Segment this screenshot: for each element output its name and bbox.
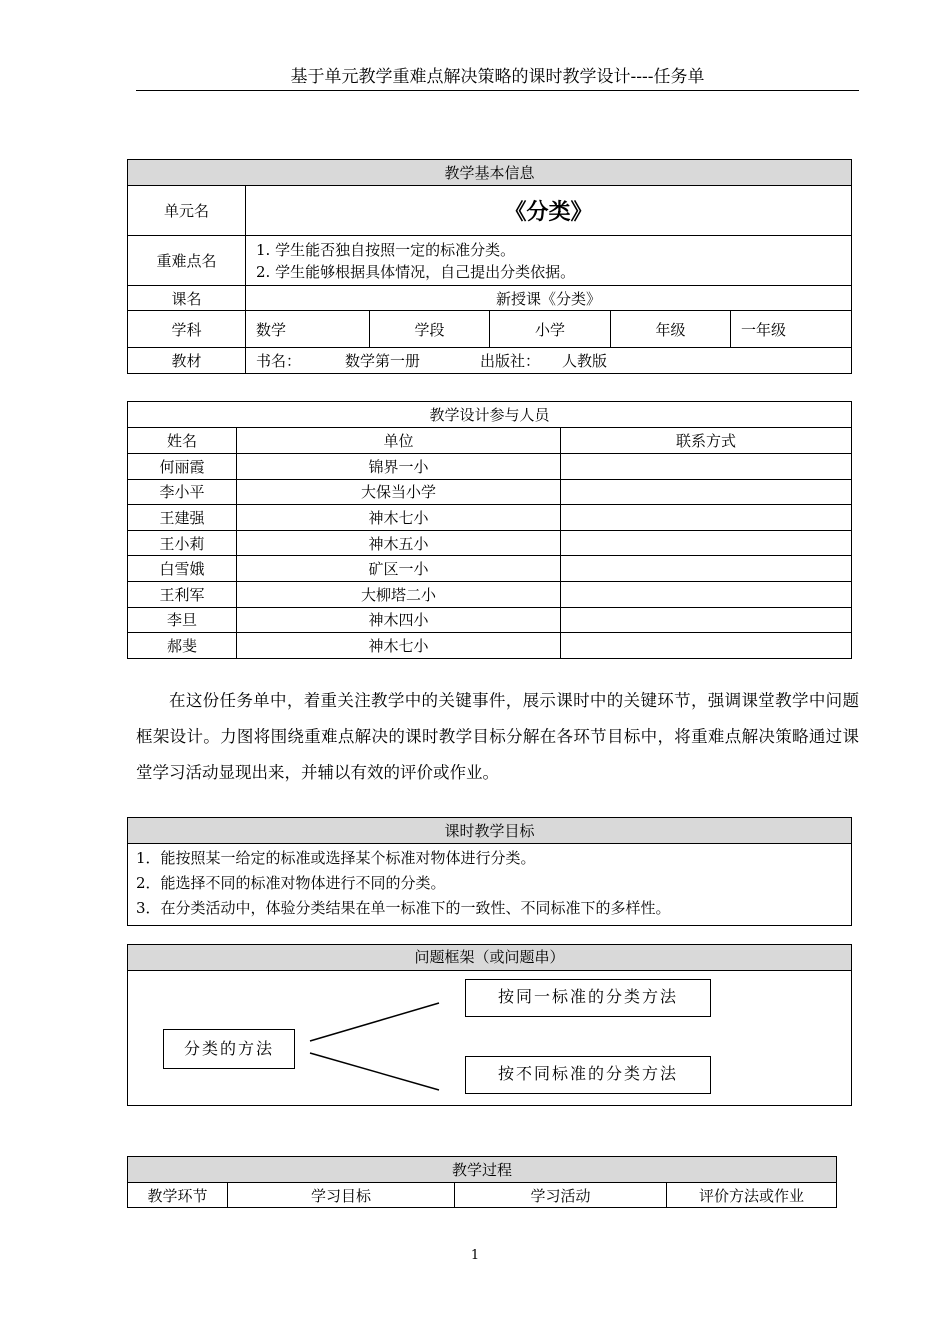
column-header: 学习活动 [455,1183,667,1208]
column-header: 联系方式 [561,428,852,454]
lesson-label: 课名 [128,286,246,311]
table-row [128,479,852,505]
column-header: 评价方法或作业 [667,1183,837,1208]
grade-value: 一年级 [731,311,852,348]
participant-name: 郝斐 [128,633,237,659]
subject-label: 学科 [128,311,246,348]
objective-item: 2．能选择不同的标准对物体进行不同的分类。 [136,874,446,892]
keypoint-item: 1. 学生能否独自按照一定的标准分类。 [256,240,516,259]
objectives-title: 课时教学目标 [128,818,852,844]
participant-unit: 神木七小 [237,633,561,659]
keypoints-label: 重难点名 [128,236,246,286]
connector-line-top [310,1003,439,1041]
participant-contact [561,633,852,659]
unit-value: 《分类》 [246,186,852,236]
branch-node-bottom: 按不同标准的分类方法 [465,1056,711,1094]
participant-unit: 神木五小 [237,530,561,556]
keypoints-cell [246,236,852,286]
participant-contact [561,581,852,607]
participant-name: 李旦 [128,607,237,633]
table-row [128,633,852,659]
participant-unit: 大柳塔二小 [237,581,561,607]
table-row [128,581,852,607]
participant-name: 何丽霞 [128,454,237,480]
participants-title: 教学设计参与人员 [128,402,852,428]
publisher-value: 人教版 [562,352,608,370]
problem-frame-title: 问题框架（或问题串） [128,945,851,971]
participants-table [127,401,852,659]
keypoint-item: 2. 学生能够根据具体情况，自己提出分类依据。 [256,262,576,281]
participant-name: 王建强 [128,505,237,531]
column-header: 单位 [237,428,561,454]
page-header-title: 基于单元教学重难点解决策略的课时教学设计----任务单 [290,67,705,87]
subject-value: 数学 [246,311,370,348]
participant-name: 王利军 [128,581,237,607]
intro-text: 在这份任务单中，着重关注教学中的关键事件，展示课时中的关键环节，强调课堂教学中问题框架设计。力图将围绕重难点解决的课时教学目标分解在各环节目标中，将重难点解决策略通过课堂学习活动显现出来，并辅以有效的评价或作业。 [136,691,859,782]
participant-name: 李小平 [128,479,237,505]
participant-unit: 神木四小 [237,607,561,633]
page-number: 1 [470,1248,480,1263]
unit-label: 单元名 [128,186,246,236]
book-name-value: 数学第一册 [345,352,421,370]
objective-item: 1．能按照某一给定的标准或选择某个标准对物体进行分类。 [136,849,536,867]
participant-unit: 神木七小 [237,505,561,531]
basic-info-title: 教学基本信息 [128,160,852,186]
stage-value: 小学 [490,311,611,348]
lesson-value: 新授课《分类》 [246,286,852,311]
branch-node-top: 按同一标准的分类方法 [465,979,711,1017]
column-header: 教学环节 [128,1183,228,1208]
objectives-list [128,844,852,926]
process-title: 教学过程 [128,1157,837,1183]
participant-unit: 大保当小学 [237,479,561,505]
objectives-table [127,817,852,926]
participant-name: 王小莉 [128,530,237,556]
table-row [128,607,852,633]
participant-contact [561,556,852,582]
connector-line-bottom [310,1053,439,1090]
grade-label: 年级 [611,311,731,348]
table-row [128,454,852,480]
participant-contact [561,607,852,633]
column-header: 学习目标 [228,1183,455,1208]
participant-unit: 矿区一小 [237,556,561,582]
participant-contact [561,505,852,531]
table-row [128,530,852,556]
root-node: 分类的方法 [163,1029,295,1069]
column-header: 姓名 [128,428,237,454]
table-row [128,505,852,531]
stage-label: 学段 [370,311,490,348]
publisher-label: 出版社： [480,352,541,370]
book-name-label: 书名： [256,352,302,370]
textbook-cell [246,348,852,374]
table-row [128,556,852,582]
participant-contact [561,479,852,505]
intro-paragraph [136,683,859,791]
participant-contact [561,454,852,480]
header-rule [136,90,859,91]
objective-item: 3．在分类活动中，体验分类结果在单一标准下的一致性、不同标准下的多样性。 [136,899,671,917]
textbook-label: 教材 [128,348,246,374]
participant-unit: 锦界一小 [237,454,561,480]
basic-info-table [127,159,852,374]
process-table [127,1156,837,1208]
participant-name: 白雪娥 [128,556,237,582]
participant-contact [561,530,852,556]
problem-frame [127,944,852,1106]
